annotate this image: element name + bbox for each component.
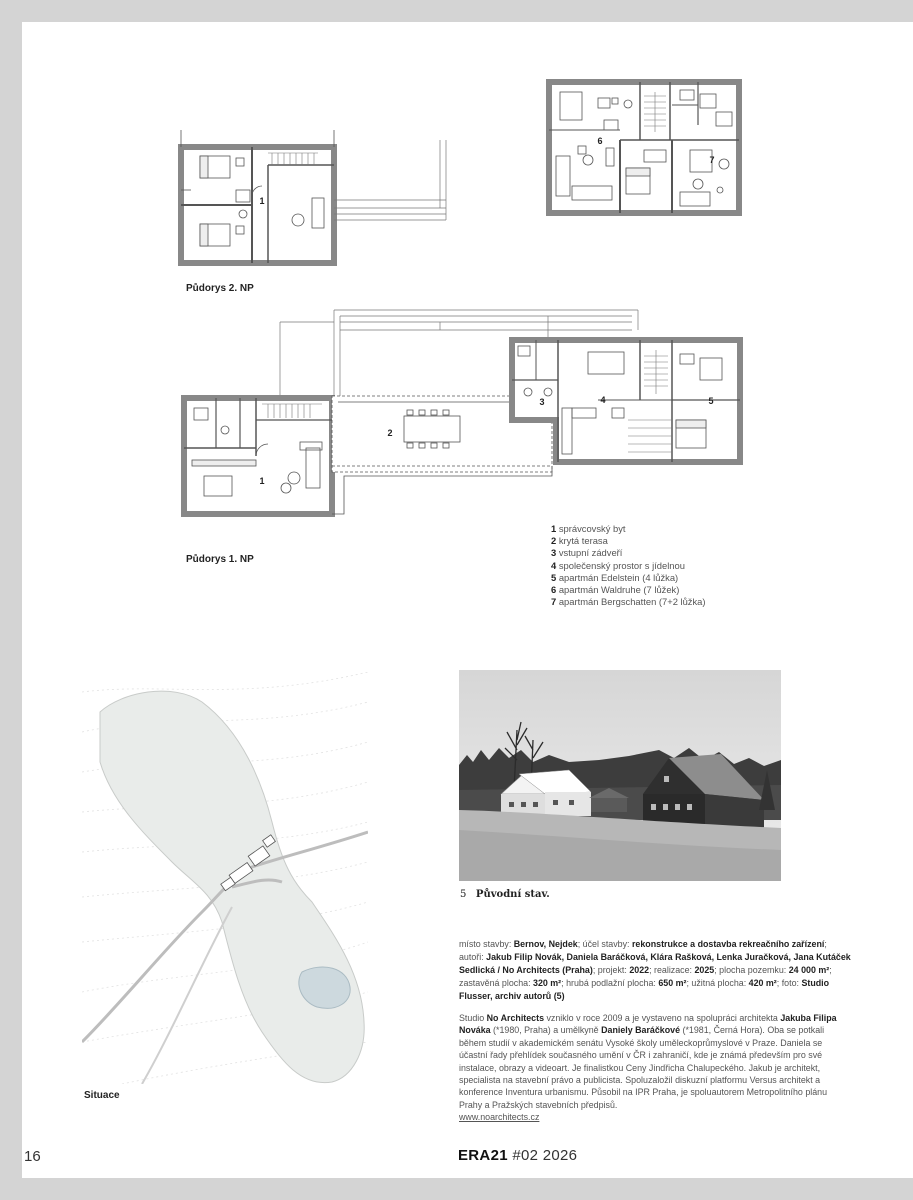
page-number: 16 (24, 1148, 41, 1165)
room-number: 4 (600, 395, 606, 405)
legend-item: 7 apartmán Bergschatten (7+2 lůžka) (551, 596, 706, 608)
studio-website-link[interactable]: www.noarchitects.cz (459, 1112, 540, 1123)
site-plan-label: Situace (84, 1090, 120, 1101)
upper-floor-plan-label: Půdorys 2. NP (186, 283, 254, 294)
legend-item: 2 krytá terasa (551, 535, 608, 547)
room-number: 7 (709, 155, 715, 165)
plan-legend (551, 523, 706, 608)
project-credits: místo stavby: Bernov, Nejdek; účel stavby: rekonstrukce a dostavba rekreačního zařízení; autoři: Jakub Filip Novák, Daniela Baráčková, Klára Rašková, Lenka Juračková, Jana Kutáček Sedlická / No Architects (Praha); projekt: 2022; realizace: 2025; plocha pozemku: 24 000 m²; zastavěná plocha: 320 m²; hrubá podlažní plocha: 650 m²; užitná plocha: 420 m²; foto: Studio Flusser, archiv autorů (5) (459, 939, 851, 1001)
room-number: 5 (708, 396, 714, 406)
room-number: 6 (597, 136, 603, 146)
ground-floor-plan-label: Půdorys 1. NP (186, 554, 254, 565)
room-number: 1 (259, 476, 265, 486)
room-number: 1 (259, 196, 265, 206)
upper-small-house (181, 130, 334, 263)
upper-large-house (549, 82, 739, 213)
legend-item: 5 apartmán Edelstein (4 lůžka) (551, 571, 679, 583)
legend-item: 6 apartmán Waldruhe (7 lůžek) (551, 584, 680, 596)
photo-caption: 5 Původní stav. (460, 889, 550, 900)
room-number: 2 (387, 428, 393, 438)
legend-item: 3 vstupní zádveří (551, 547, 623, 559)
legend-item: 1 správcovský byt (551, 523, 626, 534)
legend-item: 4 společenský prostor s jídelnou (551, 559, 685, 571)
original-state-photo (459, 670, 781, 881)
site-plan (82, 672, 368, 1084)
room-number: 3 (539, 397, 545, 407)
ground-small-house (184, 398, 332, 514)
studio-bio: Studio No Architects vzniklo v roce 2009 a je vystaveno na spolupráci architekta Jakuba Filipa Nováka (*1980, Praha) a umělkyně Daniely Baráčkové (*1981, Černá Hora). Oba se potkali během studií v akademickém senátu Vysoké školy uměleckoprůmyslové v Praze. Daniela se účastní řady přehlídek současného umění v ČR i zahraničí, kde je známá především pro své instalace, obrazy a videoart. Je finalistkou Ceny Jindřicha Chalupeckého. Jakub je architekt, specialista na stavební právo a publicista. Spoluzaložil diskuzní platformu Versus architekt a konference Inventura urbanismu. Působil na IPR Praha, je spoluautorem Metropolitního plánu Prahy a Pražských stavebních předpisů. www.noarchitects.cz (459, 1013, 837, 1123)
magazine-footer: ERA21 #02 2026 (458, 1147, 578, 1164)
